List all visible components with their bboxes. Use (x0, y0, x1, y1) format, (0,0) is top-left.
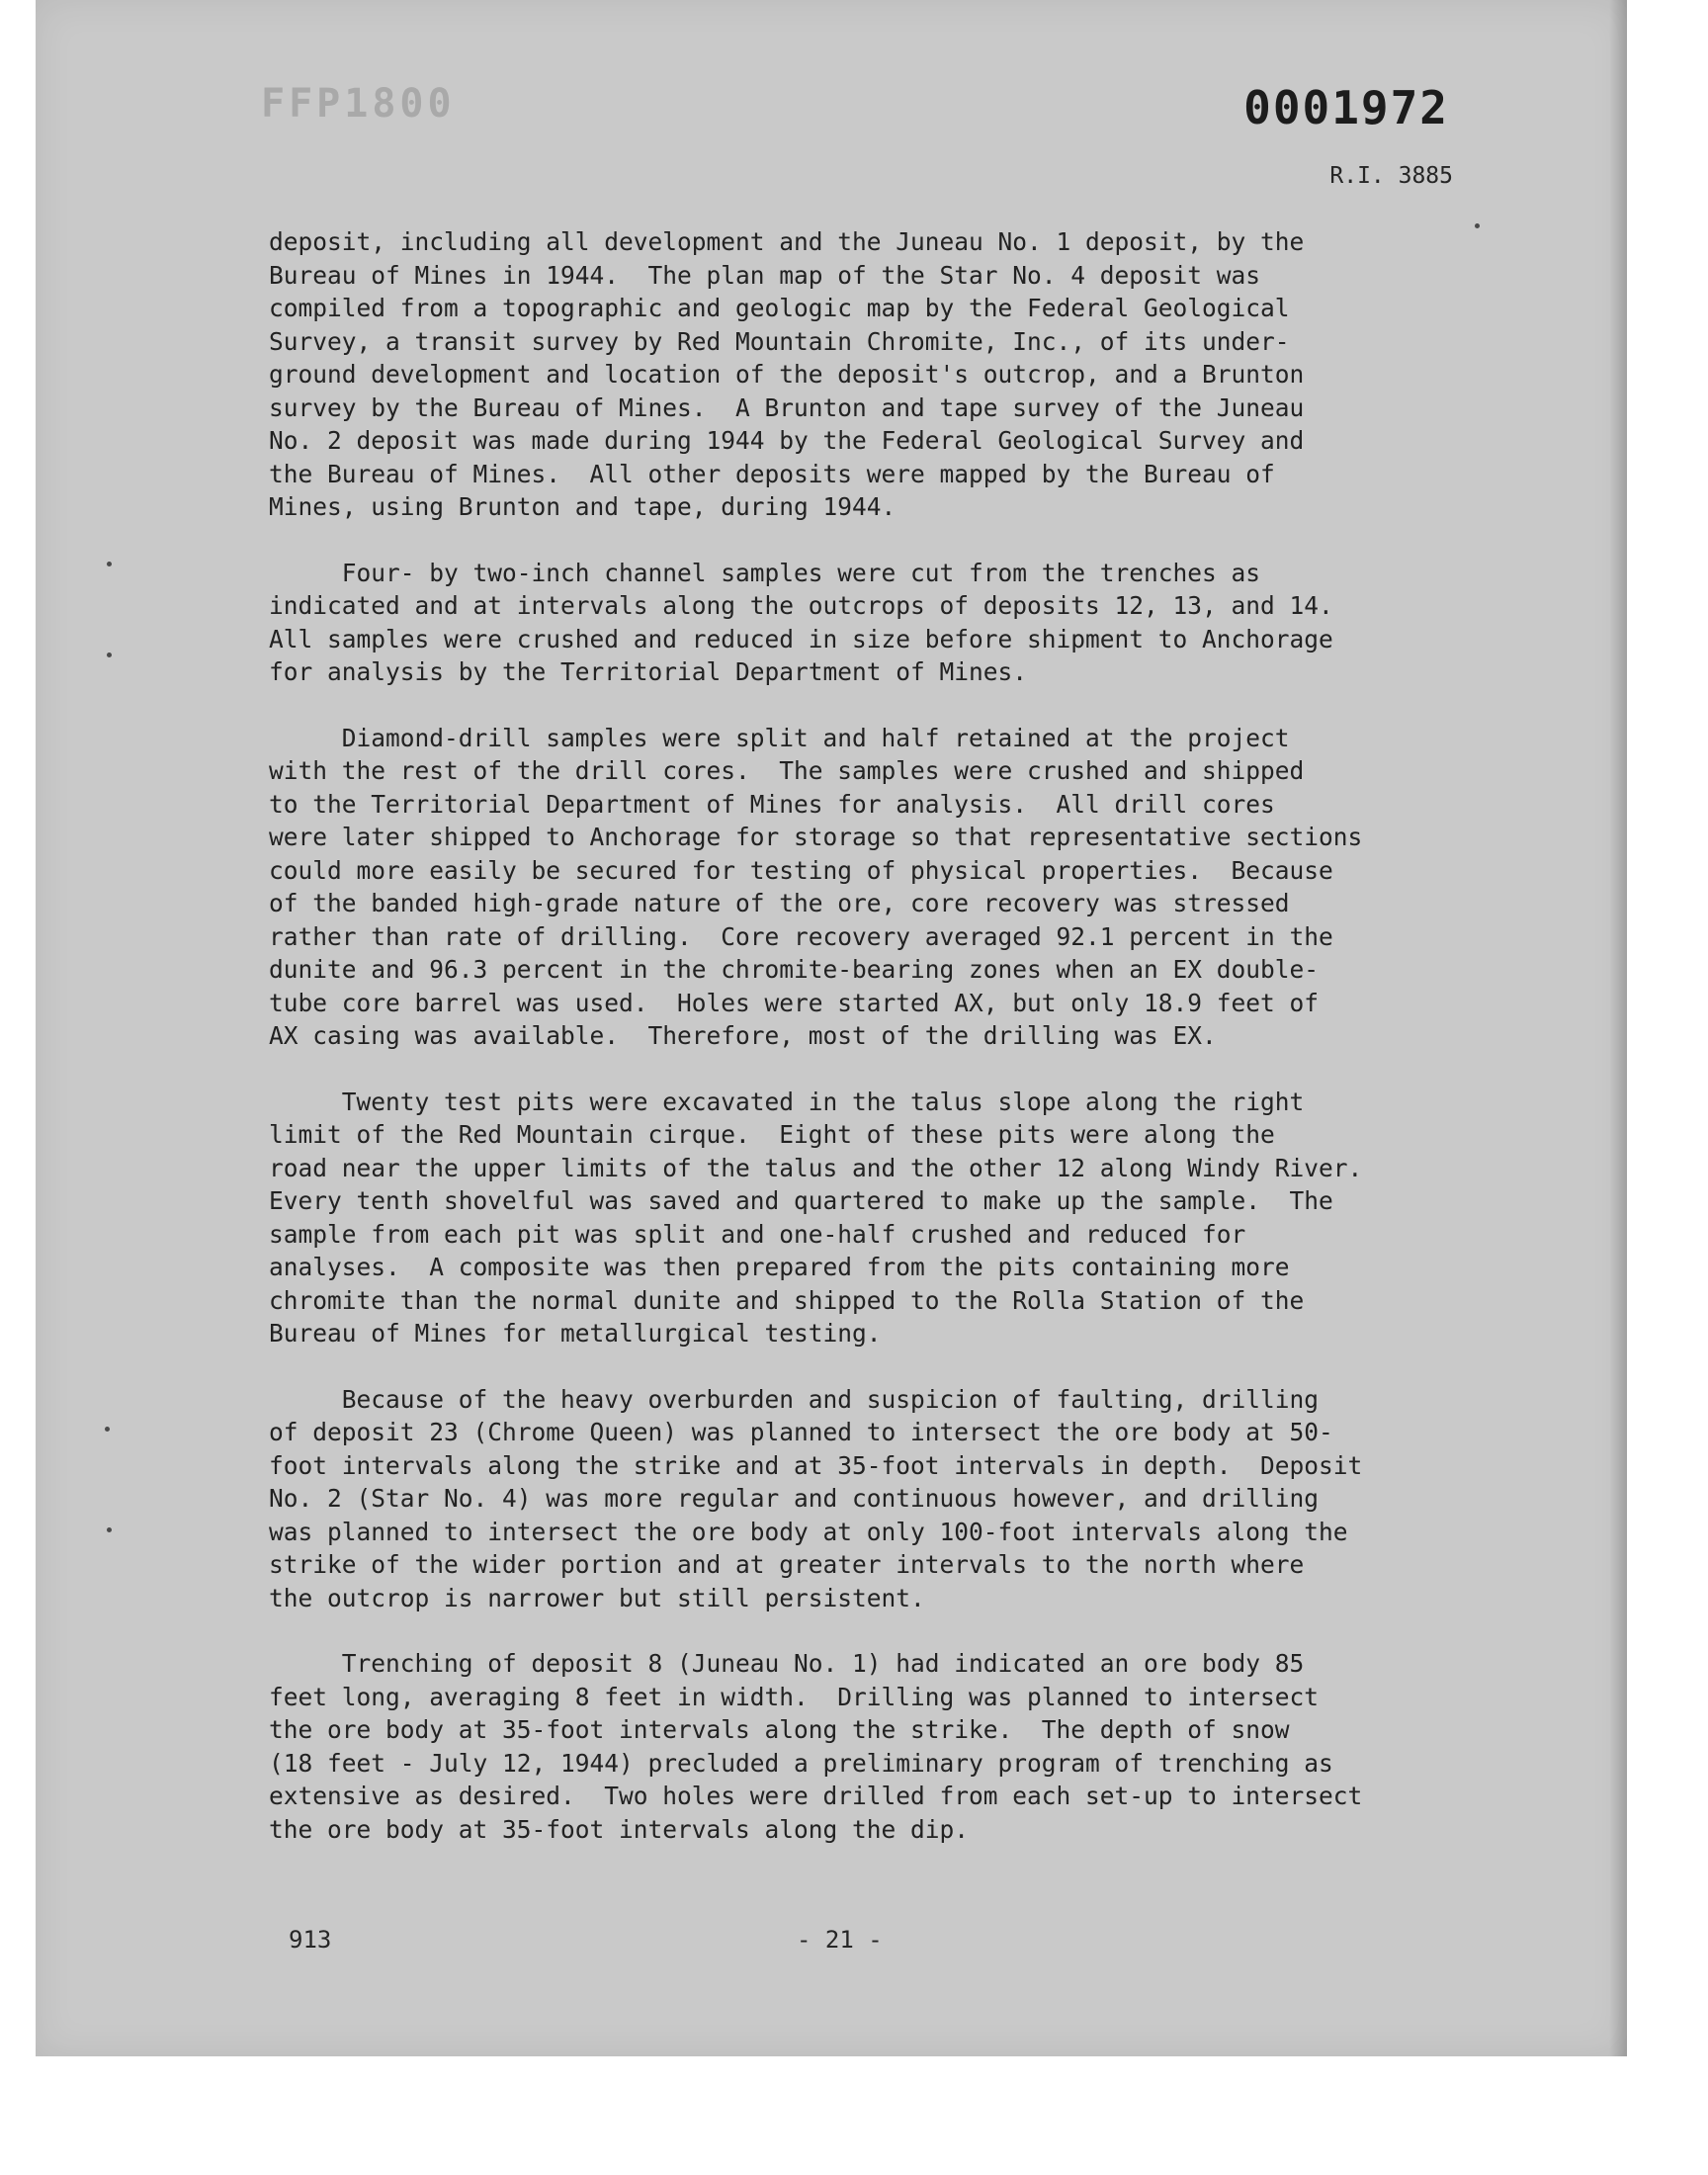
margin-speck (107, 562, 112, 566)
margin-speck (1475, 223, 1480, 228)
document-page (36, 0, 1627, 2056)
page-number: - 21 - (797, 1926, 883, 1954)
document-number: 0001972 (1243, 81, 1449, 134)
paragraph-4: Twenty test pits were excavated in the talus slope along the right limit of the Red Mountain cirque. Eight of these pits were along the road near the upper limits of the talus and the other 12 along Windy River. Every tenth shovelful was saved and quartered to make up the sample. The sample from each pit was split and one-half crushed and reduced for analyses. A composite was then prepared from the pits containing more chromite than the normal dunite and shipped to the Rolla Station of the Bureau of Mines for metallurgical testing. (269, 1087, 1363, 1348)
paragraph-2: Four- by two-inch channel samples were cut from the trenches as indicated and at intervals along the outcrops of deposits 12, 13, and 14. All samples were crushed and reduced in size before shipment to Anchorage for analysis by the Territorial Department of Mines. (269, 558, 1333, 686)
report-id: R.I. 3885 (1329, 163, 1453, 189)
faint-stamp: FFP1800 (261, 81, 456, 127)
margin-speck (107, 652, 112, 657)
footer-code: 913 (289, 1926, 332, 1954)
margin-speck (105, 1427, 110, 1432)
paragraph-6: Trenching of deposit 8 (Juneau No. 1) had indicated an ore body 85 feet long, averaging 8 feet in width. Drilling was planned to intersect the ore body at 35-foot intervals along the strike. The depth of snow (18 feet - July 12, 1944) precluded a preliminary program of trenching as extensive as desired. Two holes were drilled from each set-up to intersect the ore body at 35-foot intervals along the dip. (269, 1649, 1363, 1844)
paragraph-1: deposit, including all development and the Juneau No. 1 deposit, by the Bureau of Mines in 1944. The plan map of the Star No. 4 deposit was compiled from a topographic and geologic map by the Federal Geological Survey, a transit survey by Red Mountain Chromite, Inc., of its under- ground development and location of the deposit's outcrop, and a Brunton survey by the Bureau of Mines. A Brunton and tape survey of the Juneau No. 2 deposit was made during 1944 by the Federal Geological Survey and the Bureau of Mines. All other deposits were mapped by the Bureau of Mines, using Brunton and tape, during 1944. (269, 227, 1305, 521)
body-text (269, 225, 1524, 1878)
paragraph-3: Diamond-drill samples were split and half retained at the project with the rest of the drill cores. The samples were crushed and shipped to the Territorial Department of Mines for analysis. All drill cores were later shipped to Anchorage for storage so that representative sections could more easily be secured for testing of physical properties. Because of the banded high-grade nature of the ore, core recovery was stressed rather than rate of drilling. Core recovery averaged 92.1 percent in the dunite and 96.3 percent in the chromite-bearing zones when an EX double- tube core barrel was used. Holes were started AX, but only 18.9 feet of AX casing was available. Therefore, most of the drilling was EX. (269, 723, 1363, 1050)
paragraph-5: Because of the heavy overburden and suspicion of faulting, drilling of deposit 23 (Chrome Queen) was planned to intersect the ore body at 50- foot intervals along the strike and at 35-foot intervals in depth. Deposit No. 2 (Star No. 4) was more regular and continuous however, and drilling was planned to intersect the ore body at only 100-foot intervals along the strike of the wider portion and at greater intervals to the north where the outcrop is narrower but still persistent. (269, 1384, 1363, 1612)
margin-speck (107, 1527, 112, 1532)
